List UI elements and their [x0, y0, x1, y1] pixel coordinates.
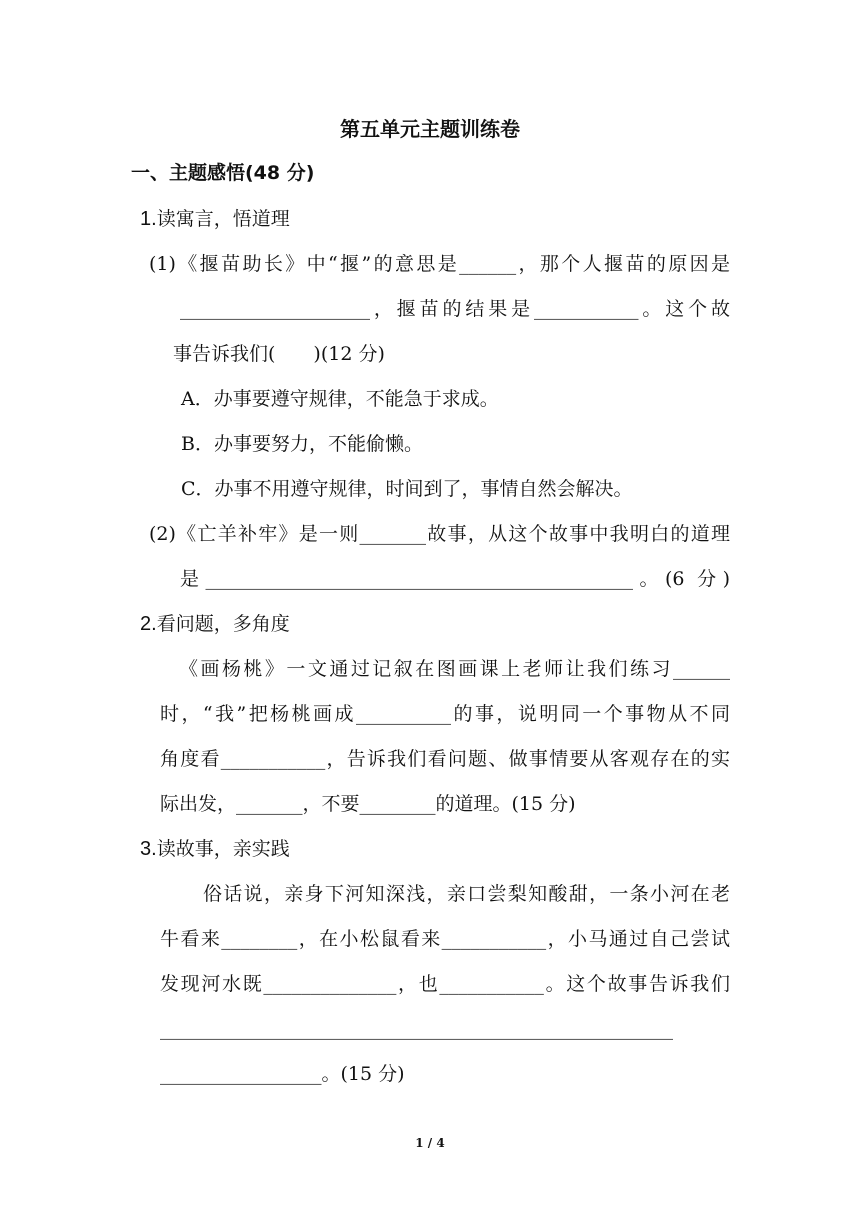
question-title: 读寓言，悟道理: [156, 208, 290, 230]
section-heading: 一、主题感悟(48 分): [131, 162, 315, 184]
page-title: 第五单元主题训练卷: [340, 117, 520, 141]
passage-line: 《画杨桃》一文通过记叙在图画课上老师让我们练习______: [179, 658, 730, 680]
question-text-line: 是_____________________________________________。(6 分): [180, 568, 730, 590]
passage-line: 际出发，_______，不要________的道理。(15 分): [160, 793, 576, 815]
question-title: 读故事，亲实践: [156, 838, 290, 860]
question-number: 1.: [140, 208, 157, 230]
answer-blank-line: ______________________________________________________: [160, 1018, 673, 1040]
option-b: B．办事要努力，不能偷懒。: [181, 433, 423, 455]
question-number: 2.: [140, 613, 157, 635]
question-text-line: ____________________，揠苗的结果是___________。这个故: [180, 298, 730, 320]
passage-line: 发现河水既______________，也___________。这个故事告诉我们: [160, 973, 730, 995]
option-a: A．办事要遵守规律，不能急于求成。: [181, 388, 499, 410]
question-text-line: (2)《亡羊补牢》是一则_______故事，从这个故事中我明白的道理: [149, 523, 730, 545]
passage-line: 牛看来________，在小松鼠看来___________，小马通过自己尝试: [160, 928, 730, 950]
question-text-line: (1)《揠苗助长》中“揠”的意思是______，那个人揠苗的原因是: [149, 253, 730, 275]
passage-line: 角度看___________，告诉我们看问题、做事情要从客观存在的实: [160, 748, 730, 770]
question-number: 3.: [140, 838, 157, 860]
option-c: C．办事不用遵守规律，时间到了，事情自然会解决。: [181, 478, 633, 500]
question-2-heading: [140, 612, 290, 636]
question-title: 看问题，多角度: [156, 613, 290, 635]
question-text-line: 事告诉我们( )(12 分): [173, 343, 385, 365]
passage-line: _________________。(15 分): [160, 1063, 405, 1085]
passage-line: 俗话说，亲身下河知深浅，亲口尝梨知酸甜，一条小河在老: [203, 883, 730, 905]
passage-line: 时，“我”把杨桃画成__________的事，说明同一个事物从不同: [160, 703, 730, 725]
question-1-heading: [140, 207, 290, 231]
page-number: 1 / 4: [415, 1136, 445, 1150]
question-3-heading: [140, 837, 290, 861]
